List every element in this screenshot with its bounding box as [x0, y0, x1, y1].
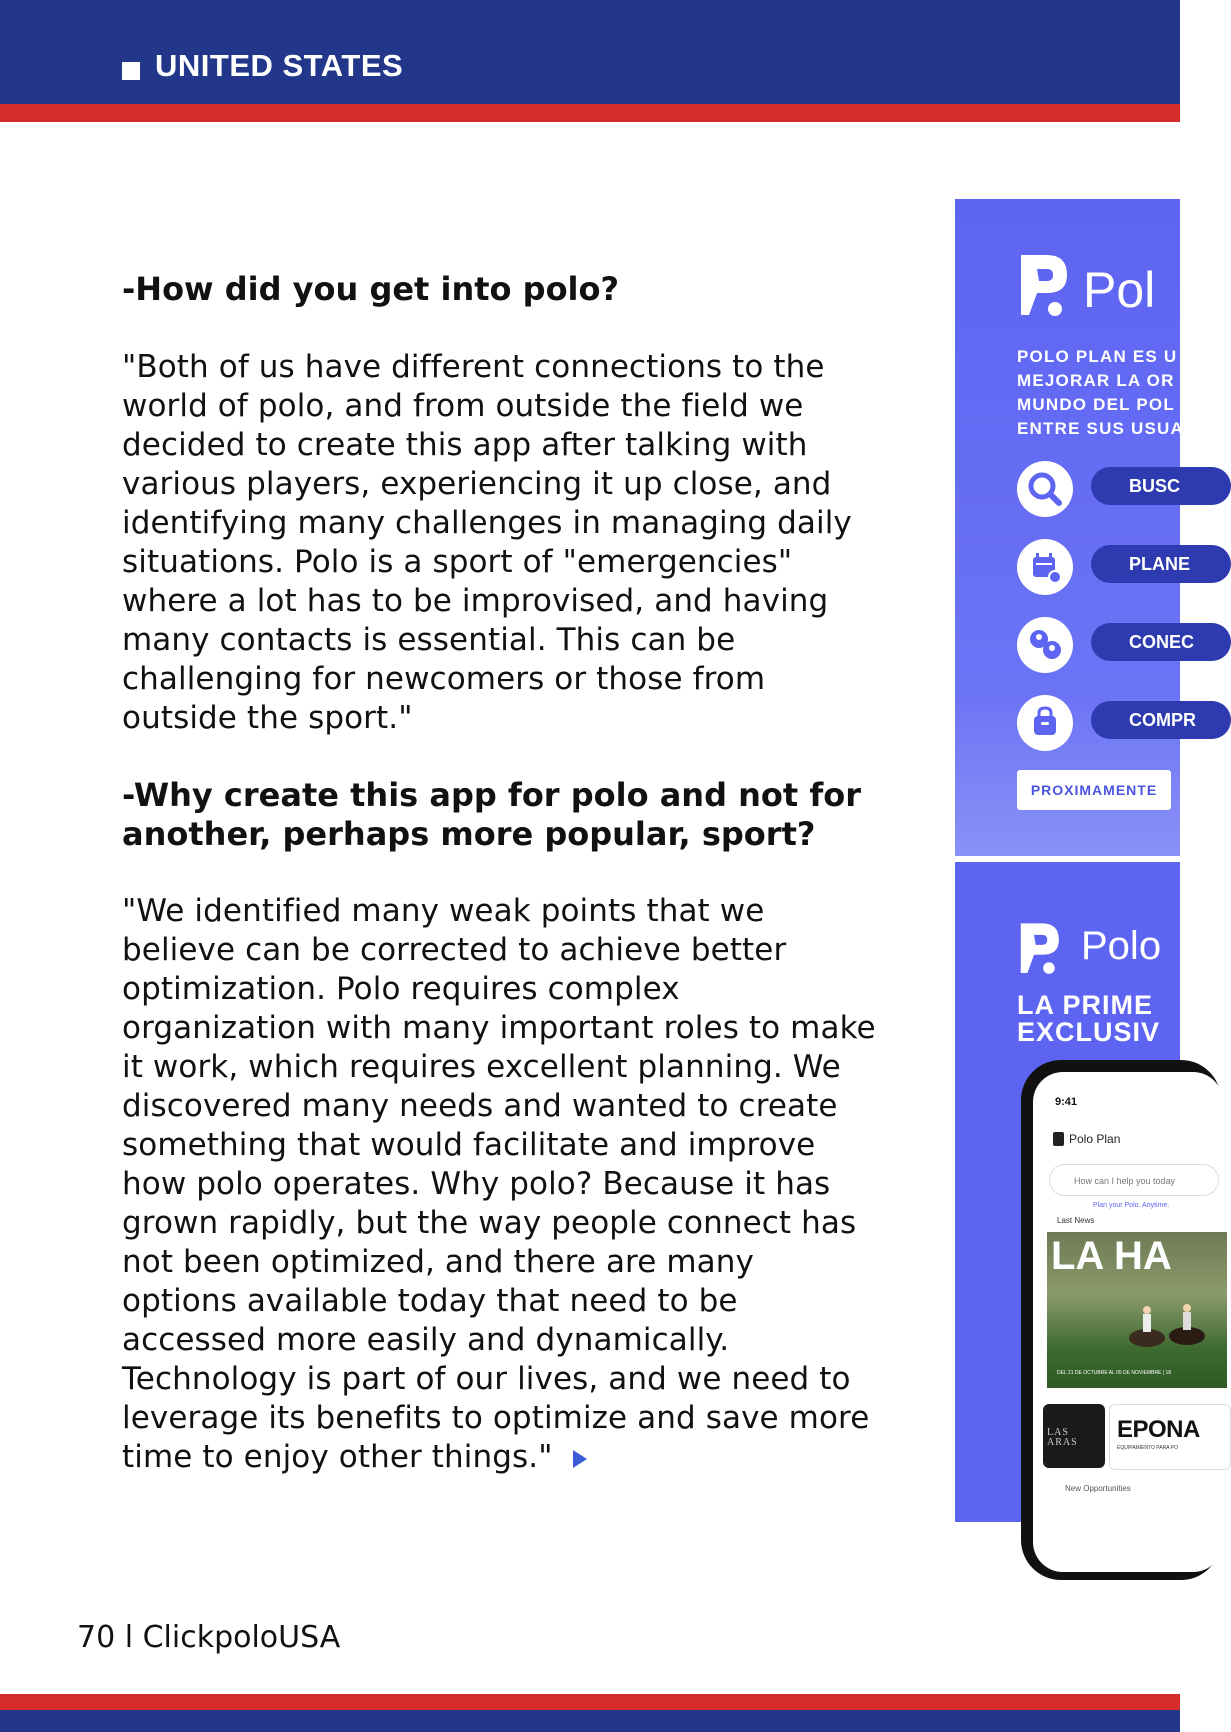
end-arrow-icon [573, 1450, 587, 1468]
banner-title: LA HA [1051, 1234, 1172, 1278]
footer-stripe-blue [0, 1710, 1180, 1732]
answer-line: it work, which requires excellent planning. We [122, 1049, 841, 1085]
phone-news-banner [1047, 1232, 1227, 1388]
feature-search-pill: BUSC [1091, 467, 1231, 505]
bag-icon [1017, 695, 1073, 751]
promo-panel-features [955, 199, 1196, 856]
app-logo-icon [1053, 1132, 1064, 1146]
answer-line: many contacts is essential. This can be [122, 622, 736, 658]
answer-line: options available today that need to be [122, 1283, 738, 1319]
polo-plan-logo-icon [1017, 251, 1069, 321]
promo-panel-app [955, 862, 1200, 1522]
answer-line: Technology is part of our lives, and we need to [122, 1361, 851, 1397]
answer-line: organization with many important roles to make [122, 1010, 876, 1046]
promo2-logo-text: Polo [1081, 924, 1162, 968]
phone-time: 9:41 [1055, 1096, 1078, 1108]
partner-card-las-aras-text: LAS ARAS [1047, 1427, 1078, 1448]
answer-line: grown rapidly, but the way people connect has [122, 1205, 857, 1241]
people-icon [1017, 617, 1073, 673]
answer-line: "Both of us have different connections to the [122, 349, 825, 385]
answer-line: where a lot has to be improvised, and having [122, 583, 829, 619]
polo-plan-logo-icon [1017, 920, 1061, 978]
question-line: another, perhaps more popular, sport? [122, 815, 816, 853]
calendar-icon [1017, 539, 1073, 595]
feature-connect-pill: CONEC [1091, 623, 1231, 661]
answer-line: not been optimized, and there are many [122, 1244, 754, 1280]
answer-line: identifying many challenges in managing daily [122, 505, 852, 541]
promo1-tagline: POLO PLAN ES U MEJORAR LA OR MUNDO DEL POL ENTRE SUS USUA [1017, 347, 1184, 438]
phone-screen [1033, 1072, 1223, 1572]
answer-line: "We identified many weak points that we [122, 893, 765, 929]
promo1-logo-text: Pol [1083, 262, 1156, 318]
answer-2 [122, 892, 882, 1477]
answer-line: situations. Polo is a sport of "emergencies" [122, 544, 793, 580]
answer-line: decided to create this app after talking with [122, 427, 808, 463]
answer-line: optimization. Polo requires complex [122, 971, 680, 1007]
header-stripe [0, 104, 1180, 122]
answer-line: leverage its benefits to optimize and save more [122, 1400, 870, 1436]
page-footer: 70 l ClickpoloUSA [77, 1620, 341, 1655]
section-label: UNITED STATES [155, 48, 404, 83]
phone-new-opportunities: New Opportunities [1065, 1484, 1131, 1493]
footer-stripe-red [0, 1694, 1180, 1710]
search-icon [1017, 461, 1073, 517]
answer-line: world of polo, and from outside the field we [122, 388, 804, 424]
phone-app-name: Polo Plan [1069, 1132, 1121, 1146]
phone-plan-text: Plan your Polo. Anytime. [1093, 1202, 1170, 1209]
phone-search-input: How can I help you today [1049, 1164, 1219, 1196]
article-body [122, 270, 882, 1477]
feature-buy-pill: COMPR [1091, 701, 1231, 739]
phone-mockup [1021, 1060, 1221, 1580]
answer-line: outside the sport." [122, 700, 413, 736]
feature-plan-pill: PLANE [1091, 545, 1231, 583]
promo2-headline: LA PRIME EXCLUSIV [1017, 990, 1161, 1047]
answer-1 [122, 348, 882, 738]
epona-subtitle: EQUIPAMIENTO PARA PO [1117, 1445, 1178, 1451]
section-square-icon [122, 62, 140, 80]
answer-line: challenging for newcomers or those from [122, 661, 766, 697]
question-line: -Why create this app for polo and not for [122, 776, 862, 814]
polo-horses-image [1117, 1292, 1227, 1362]
question-2 [122, 776, 882, 854]
answer-line: time to enjoy other things." [122, 1438, 882, 1477]
answer-line: various players, experiencing it up close, and [122, 466, 832, 502]
answer-line: discovered many needs and wanted to create [122, 1088, 838, 1124]
answer-line: how polo operates. Why polo? Because it has [122, 1166, 831, 1202]
epona-title: EPONA [1117, 1416, 1200, 1443]
phone-last-news: Last News [1057, 1216, 1095, 1225]
coming-soon-badge: PROXIMAMENTE [1017, 770, 1171, 810]
answer-line: accessed more easily and dynamically. [122, 1322, 730, 1358]
answer-line: something that would facilitate and improve [122, 1127, 816, 1163]
answer-line: believe can be corrected to achieve better [122, 932, 787, 968]
question-1: -How did you get into polo? [122, 270, 620, 308]
banner-date: DEL 21 DE OCTUBRE AL 05 DE NOVIEMBRE | 18 [1057, 1370, 1172, 1376]
